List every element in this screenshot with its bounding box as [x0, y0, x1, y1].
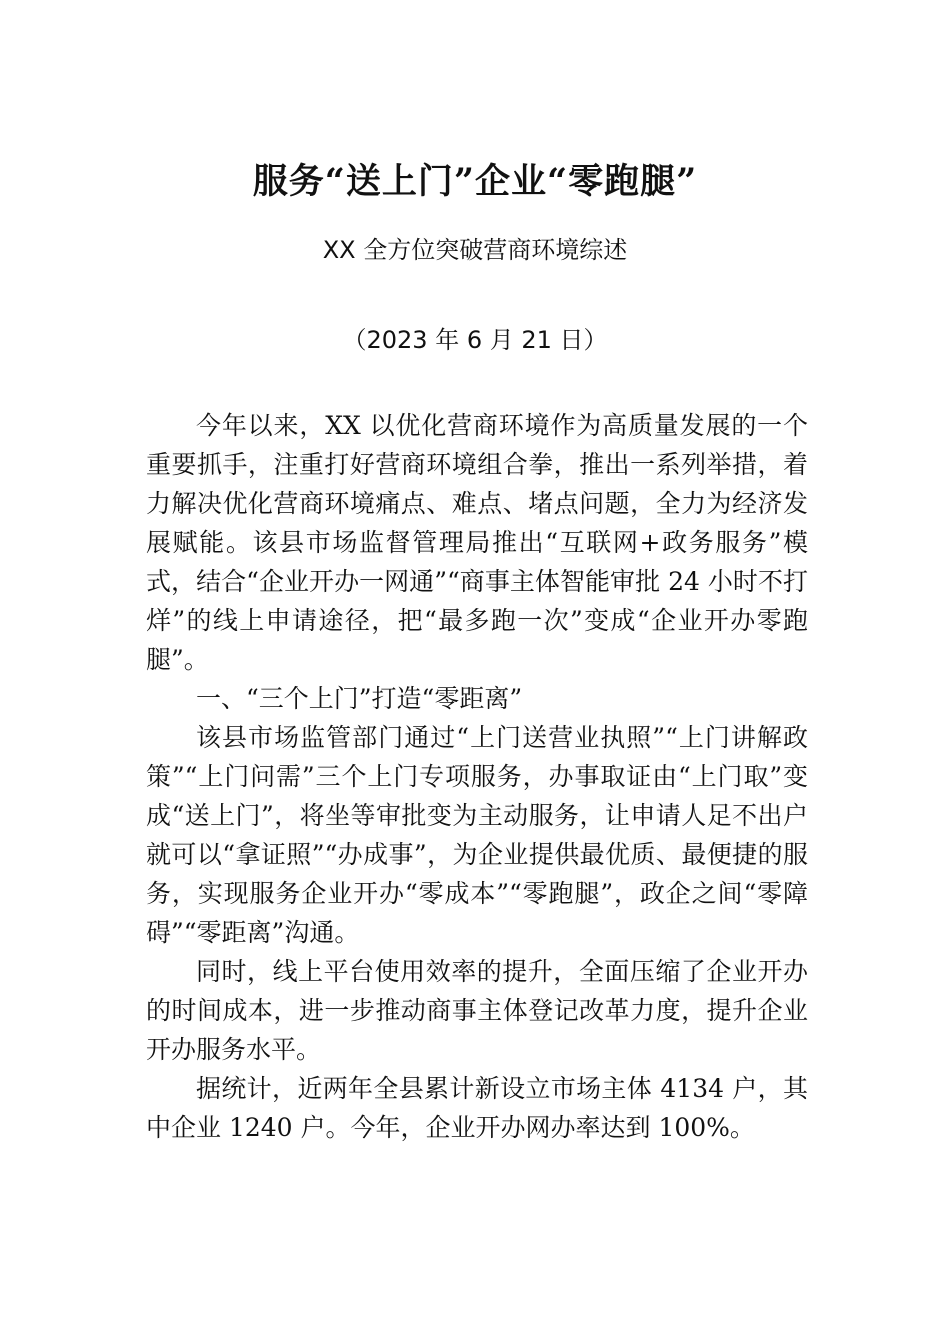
body-paragraph: 今年以来，XX 以优化营商环境作为高质量发展的一个重要抓手，注重打好营商环境组合拳，推出一系列举措，着力解决优化营商环境痛点、难点、堵点问题，全力为经济发展赋能。该县市场监督管理局推出“互联网+政务服务”模式，结合“企业开办一网通”“商事主体智能审批 24 小时不打烊”的线上申请途径，把“最多跑一次”变成“企业开办零跑腿”。 — [146, 411, 808, 674]
document-title: 服务“送上门”企业“零跑腿” — [252, 161, 698, 202]
body-paragraph: 该县市场监管部门通过“上门送营业执照”“上门讲解政策”“上门问需”三个上门专项服务，办事取证由“上门取”变成“送上门”，将坐等审批变为主动服务，让申请人足不出户就可以“拿证照”“办成事”，为企业提供最优质、最便捷的服务，实现服务企业开办“零成本”“零跑腿”，政企之间“零障碍”“零距离”沟通。 — [146, 723, 808, 947]
section-heading: 一、“三个上门”打造“零距离” — [196, 684, 523, 713]
body-paragraph: 据统计，近两年全县累计新设立市场主体 4134 户，其中企业 1240 户。今年，企业开办网办率达到 100%。 — [146, 1074, 808, 1142]
document-body — [146, 406, 808, 1147]
document-date: （2023 年 6 月 21 日） — [342, 326, 608, 354]
body-paragraph: 同时，线上平台使用效率的提升，全面压缩了企业开办的时间成本，进一步推动商事主体登记改革力度，提升企业开办服务水平。 — [146, 957, 808, 1064]
document-subtitle: XX 全方位突破营商环境综述 — [322, 236, 628, 264]
